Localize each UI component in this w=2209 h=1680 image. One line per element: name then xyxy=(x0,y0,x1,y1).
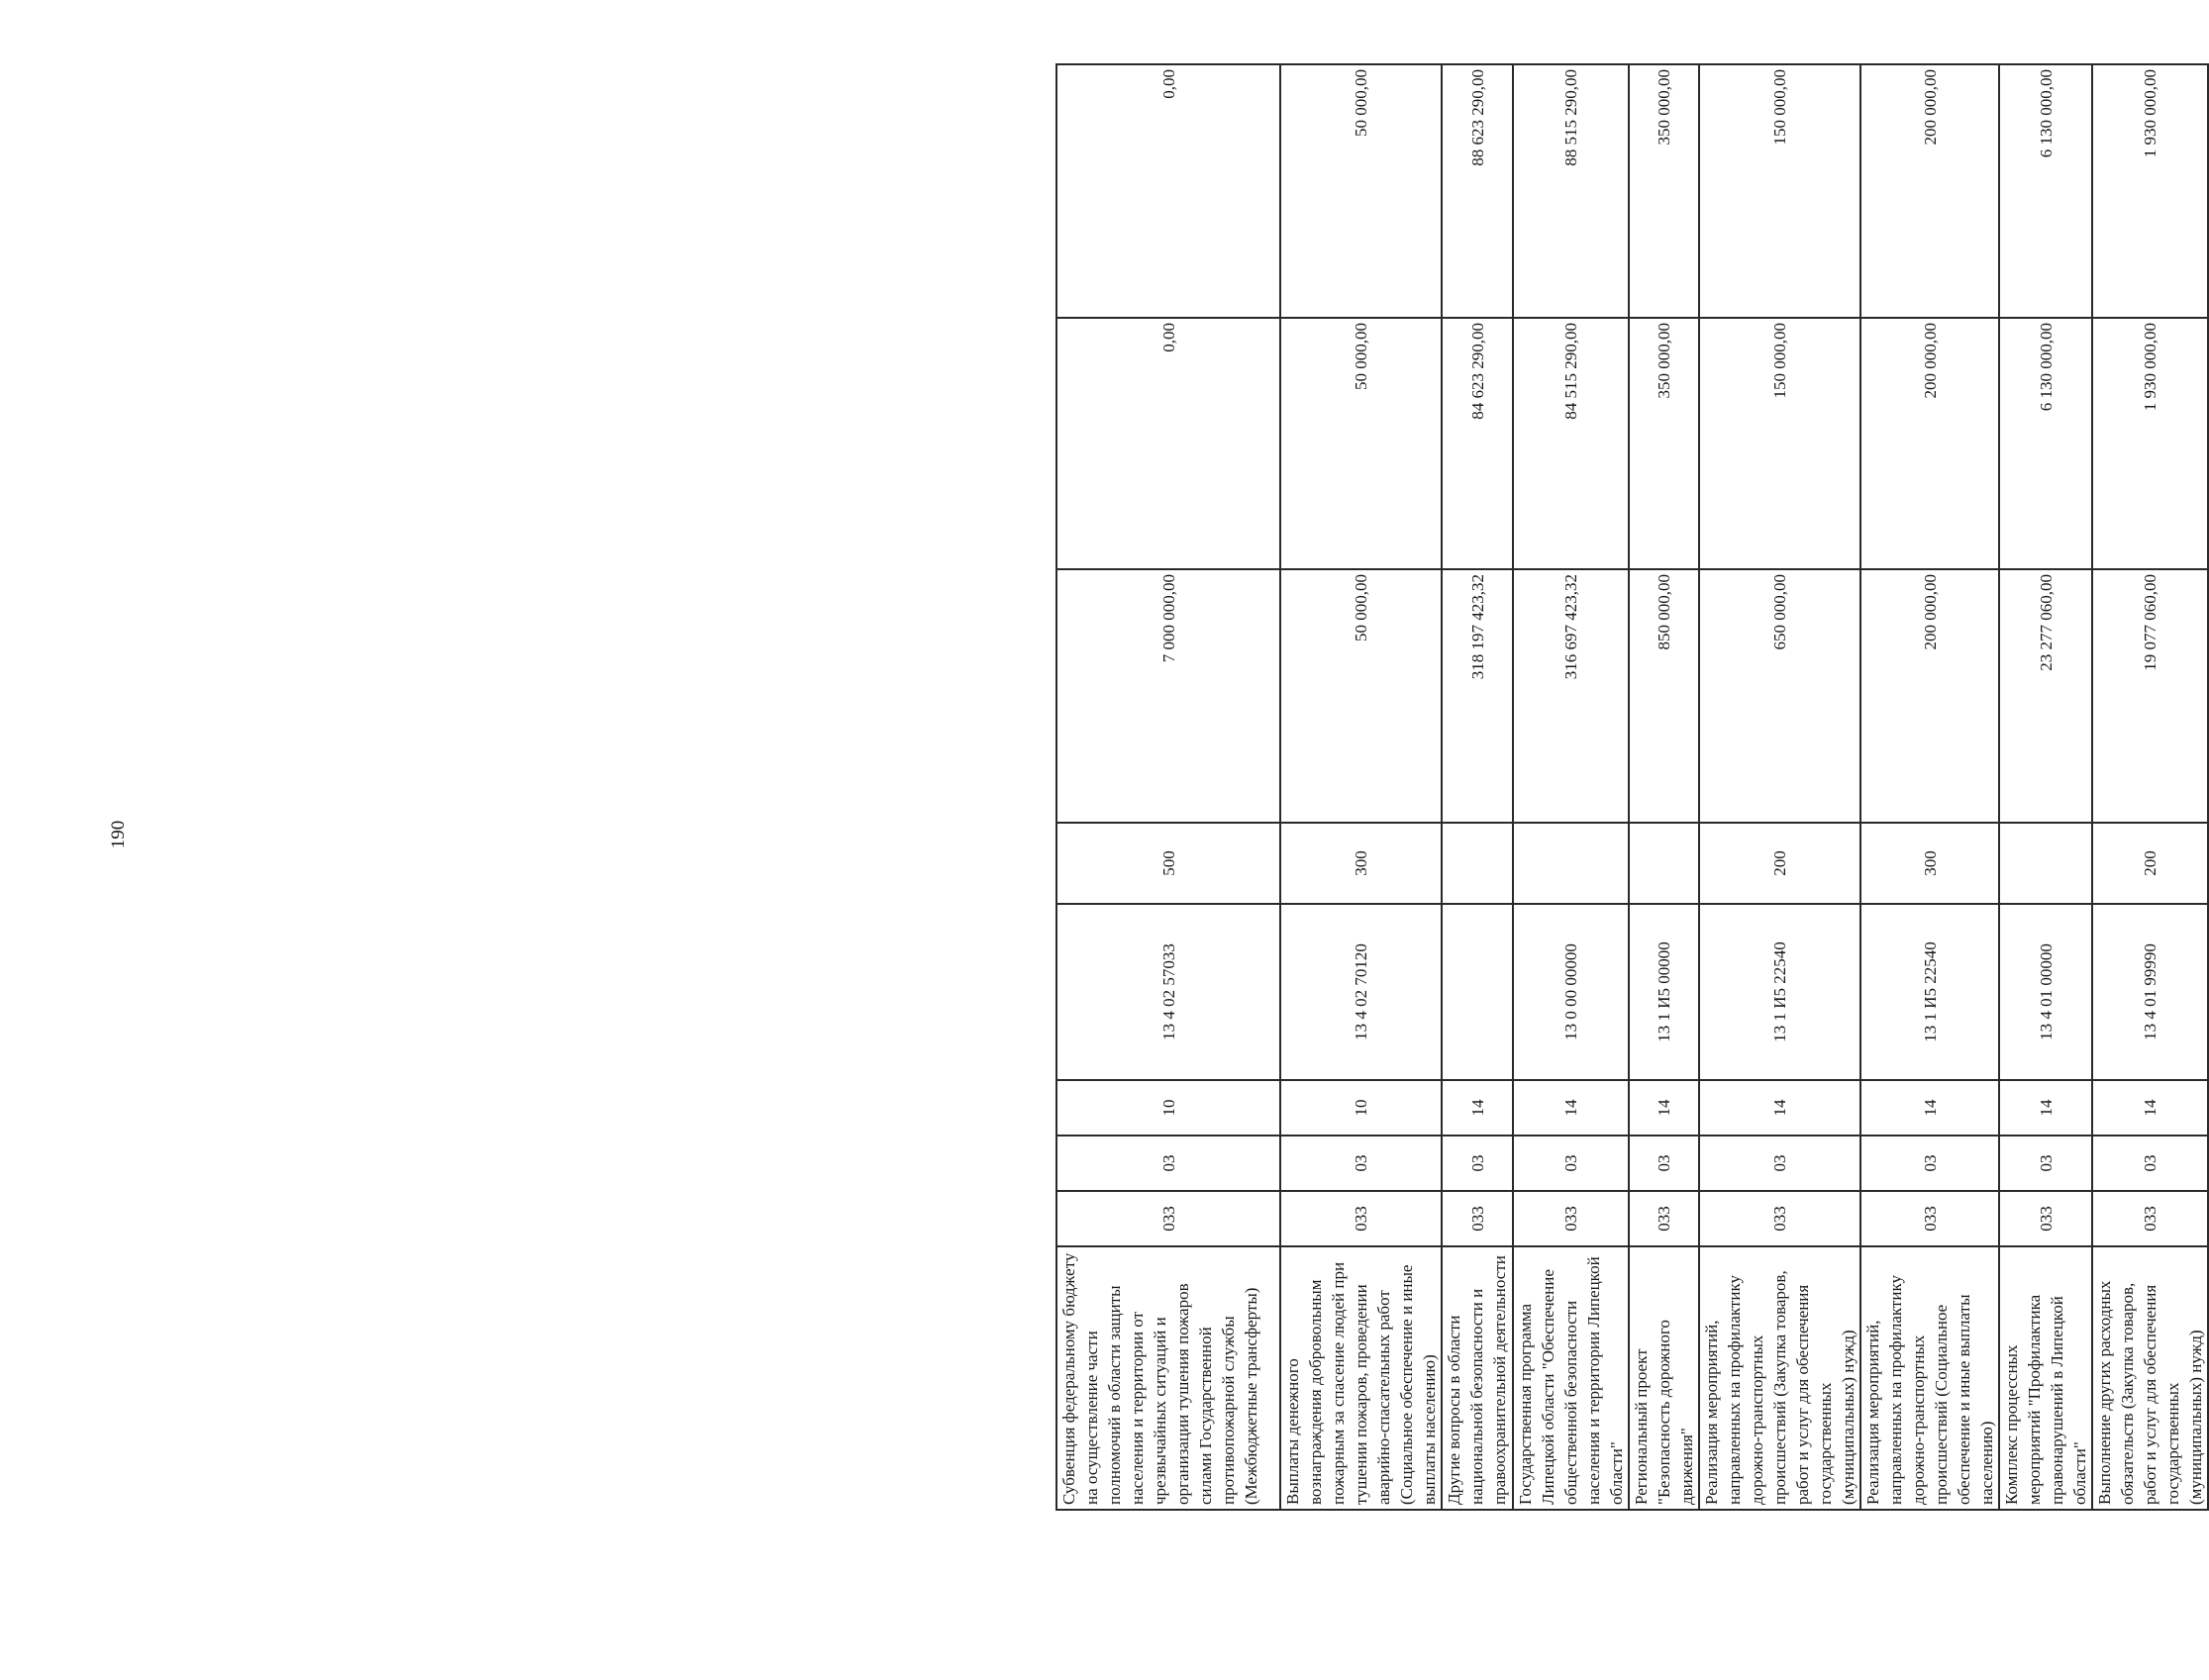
expense-type-code xyxy=(1999,823,2092,904)
section-code: 03 xyxy=(1629,1136,1699,1191)
target-article-code: 13 4 02 70120 xyxy=(1280,904,1442,1080)
amount-cell: 84 515 290,00 xyxy=(1513,318,1629,569)
budget-table-rotated xyxy=(1055,65,2205,1511)
expense-type-code: 500 xyxy=(1056,823,1280,904)
section-code: 03 xyxy=(2092,1136,2208,1191)
subsection-code: 10 xyxy=(1056,1080,1280,1136)
ministry-code: 033 xyxy=(1699,1191,1860,1246)
target-article-code: 13 1 И5 22540 xyxy=(1699,904,1860,1080)
amount-cell: 84 623 290,00 xyxy=(1442,318,1513,569)
ministry-code: 033 xyxy=(1280,1191,1442,1246)
ministry-code: 033 xyxy=(1513,1191,1629,1246)
target-article-code: 13 4 02 57033 xyxy=(1056,904,1280,1080)
row-description: Субвенция федеральному бюджету на осуществление части полномочий в области защиты населения и территории от чрезвычайных ситуаций и организации тушения пожаров силами Государственной противопожарной службы (Межбюджетные трансферты) xyxy=(1056,1246,1280,1510)
target-article-code: 13 1 И5 22540 xyxy=(1860,904,1999,1080)
ministry-code: 033 xyxy=(1442,1191,1513,1246)
expense-type-code: 300 xyxy=(1280,823,1442,904)
target-article-code: 13 4 01 00000 xyxy=(1999,904,2092,1080)
amount-cell: 88 623 290,00 xyxy=(1442,64,1513,318)
table-row xyxy=(1056,64,1280,1510)
table-row xyxy=(1280,64,1442,1510)
ministry-code: 033 xyxy=(1629,1191,1699,1246)
amount-cell: 150 000,00 xyxy=(1699,318,1860,569)
amount-cell: 88 515 290,00 xyxy=(1513,64,1629,318)
row-description: Реализация мероприятий, направленных на профилактику дорожно-транспортных происшествий (Закупка товаров, работ и услуг для обеспечения государственных (муниципальных) нужд) xyxy=(1699,1246,1860,1510)
ministry-code: 033 xyxy=(1056,1191,1280,1246)
subsection-code: 14 xyxy=(1999,1080,2092,1136)
amount-cell: 23 277 060,00 xyxy=(1999,569,2092,823)
amount-cell: 200 000,00 xyxy=(1860,569,1999,823)
amount-cell: 50 000,00 xyxy=(1280,64,1442,318)
ministry-code: 033 xyxy=(1999,1191,2092,1246)
subsection-code: 14 xyxy=(1699,1080,1860,1136)
amount-cell: 350 000,00 xyxy=(1629,64,1699,318)
amount-cell: 650 000,00 xyxy=(1699,569,1860,823)
section-code: 03 xyxy=(1999,1136,2092,1191)
expense-type-code: 200 xyxy=(2092,823,2208,904)
row-description: Комплекс процессных мероприятий "Профилактика правонарушений в Липецкой области" xyxy=(1999,1246,2092,1510)
page-number: 190 xyxy=(108,820,129,849)
expense-type-code: 300 xyxy=(1860,823,1999,904)
amount-cell: 316 697 423,32 xyxy=(1513,569,1629,823)
amount-cell: 6 130 000,00 xyxy=(1999,64,2092,318)
amount-cell: 350 000,00 xyxy=(1629,318,1699,569)
table-row xyxy=(2092,64,2208,1510)
subsection-code: 14 xyxy=(1442,1080,1513,1136)
section-code: 03 xyxy=(1860,1136,1999,1191)
target-article-code: 13 1 И5 00000 xyxy=(1629,904,1699,1080)
section-code: 03 xyxy=(1513,1136,1629,1191)
expense-type-code xyxy=(1513,823,1629,904)
amount-cell: 50 000,00 xyxy=(1280,318,1442,569)
expense-type-code: 200 xyxy=(1699,823,1860,904)
amount-cell: 318 197 423,32 xyxy=(1442,569,1513,823)
subsection-code: 14 xyxy=(2092,1080,2208,1136)
row-description: Выполнение других расходных обязательств (Закупка товаров, работ и услуг для обеспечения государственных (муниципальных) нужд) xyxy=(2092,1246,2208,1510)
amount-cell: 0,00 xyxy=(1056,318,1280,569)
row-description: Региональный проект "Безопасность дорожного движения" xyxy=(1629,1246,1699,1510)
amount-cell: 6 130 000,00 xyxy=(1999,318,2092,569)
amount-cell: 1 930 000,00 xyxy=(2092,64,2208,318)
subsection-code: 10 xyxy=(1280,1080,1442,1136)
target-article-code: 13 4 01 99990 xyxy=(2092,904,2208,1080)
amount-cell: 1 930 000,00 xyxy=(2092,318,2208,569)
section-code: 03 xyxy=(1280,1136,1442,1191)
amount-cell: 850 000,00 xyxy=(1629,569,1699,823)
table-row xyxy=(1513,64,1629,1510)
amount-cell: 150 000,00 xyxy=(1699,64,1860,318)
expense-type-code xyxy=(1629,823,1699,904)
ministry-code: 033 xyxy=(1860,1191,1999,1246)
budget-table xyxy=(1055,63,2209,1511)
subsection-code: 14 xyxy=(1860,1080,1999,1136)
expense-type-code xyxy=(1442,823,1513,904)
amount-cell: 50 000,00 xyxy=(1280,569,1442,823)
section-code: 03 xyxy=(1699,1136,1860,1191)
amount-cell: 19 077 060,00 xyxy=(2092,569,2208,823)
amount-cell: 200 000,00 xyxy=(1860,318,1999,569)
amount-cell: 7 000 000,00 xyxy=(1056,569,1280,823)
row-description: Другие вопросы в области национальной безопасности и правоохранительной деятельности xyxy=(1442,1246,1513,1510)
table-row xyxy=(1442,64,1513,1510)
target-article-code: 13 0 00 00000 xyxy=(1513,904,1629,1080)
target-article-code xyxy=(1442,904,1513,1080)
section-code: 03 xyxy=(1056,1136,1280,1191)
subsection-code: 14 xyxy=(1513,1080,1629,1136)
row-description: Государственная программа Липецкой области "Обеспечение общественной безопасности населения и территории Липецкой области" xyxy=(1513,1246,1629,1510)
amount-cell: 0,00 xyxy=(1056,64,1280,318)
row-description: Реализация мероприятий, направленных на профилактику дорожно-транспортных происшествий (Социальное обеспечение и иные выплаты населению) xyxy=(1860,1246,1999,1510)
amount-cell: 200 000,00 xyxy=(1860,64,1999,318)
subsection-code: 14 xyxy=(1629,1080,1699,1136)
table-row xyxy=(1629,64,1699,1510)
ministry-code: 033 xyxy=(2092,1191,2208,1246)
table-row xyxy=(1999,64,2092,1510)
row-description: Выплаты денежного вознаграждения добровольным пожарным за спасение людей при тушении пожаров, проведении аварийно-спасательных работ (Социальное обеспечение и иные выплаты населению) xyxy=(1280,1246,1442,1510)
table-row xyxy=(1699,64,1860,1510)
table-row xyxy=(1860,64,1999,1510)
section-code: 03 xyxy=(1442,1136,1513,1191)
